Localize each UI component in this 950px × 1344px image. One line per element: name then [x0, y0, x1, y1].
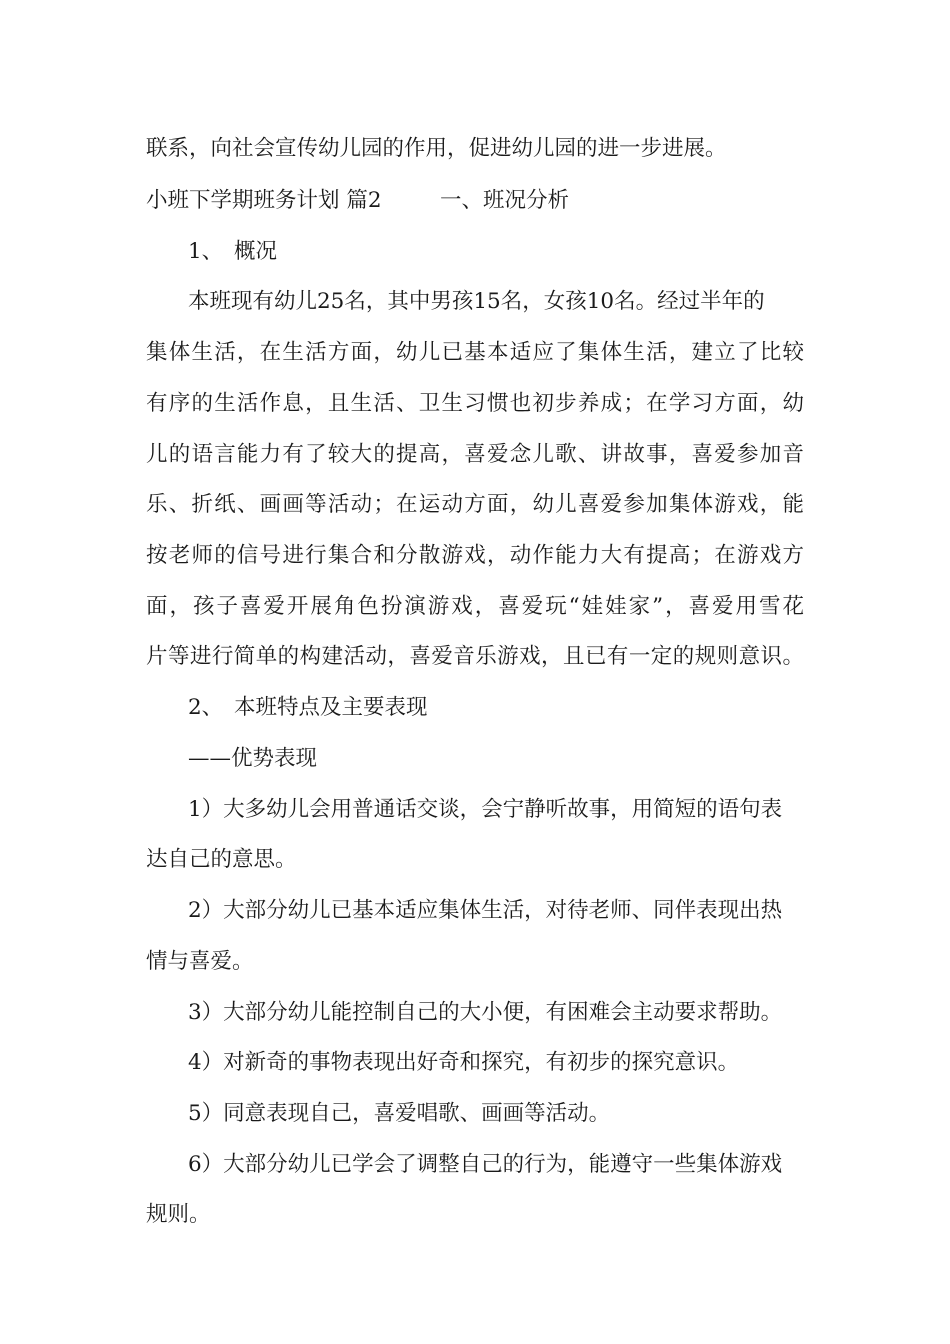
- heading-label: 概况: [234, 239, 278, 264]
- list-item: 6）大部分幼儿已学会了调整自己的行为，能遵守一些集体游戏: [188, 1152, 783, 1177]
- text-line: 集体生活，在生活方面，幼儿已基本适应了集体生活，建立了比较: [146, 340, 804, 365]
- list-item: 1）大多幼儿会用普通话交谈，会宁静听故事，用简短的语句表: [188, 797, 783, 822]
- list-item-continuation: 规则。: [146, 1202, 211, 1227]
- list-item: 3）大部分幼儿能控制自己的大小便，有困难会主动要求帮助。: [188, 1000, 783, 1025]
- section-heading: 一、班况分析: [440, 188, 570, 213]
- list-item: 4）对新奇的事物表现出好奇和探究，有初步的探究意识。: [188, 1050, 740, 1075]
- text-line: 联系，向社会宣传幼儿园的作用，促进幼儿园的进一步进展。: [146, 136, 727, 161]
- list-item: 2）大部分幼儿已基本适应集体生活，对待老师、同伴表现出热: [188, 898, 783, 923]
- list-item-continuation: 达自己的意思。: [146, 847, 297, 872]
- heading-number: 2、: [188, 695, 224, 720]
- list-item-continuation: 情与喜爱。: [146, 949, 254, 974]
- heading-label: 本班特点及主要表现: [234, 695, 428, 720]
- text-line: 本班现有幼儿25名，其中男孩15名，女孩10名。经过半年的: [188, 289, 765, 314]
- heading-number: 1、: [188, 239, 224, 264]
- text-line: 片等进行简单的构建活动，喜爱音乐游戏，且已有一定的规则意识。: [146, 644, 804, 669]
- text-line: 按老师的信号进行集合和分散游戏，动作能力大有提高；在游戏方: [146, 543, 804, 568]
- text-line: 面，孩子喜爱开展角色扮演游戏，喜爱玩“娃娃家”，喜爱用雪花: [146, 594, 804, 619]
- text-line: 儿的语言能力有了较大的提高，喜爱念儿歌、讲故事，喜爱参加音: [146, 442, 804, 467]
- text-line: 有序的生活作息，且生活、卫生习惯也初步养成；在学习方面，幼: [146, 391, 804, 416]
- subheading: ——优势表现: [188, 746, 318, 771]
- section-title: 小班下学期班务计划 篇2: [146, 188, 382, 213]
- text-line: 乐、折纸、画画等活动；在运动方面，幼儿喜爱参加集体游戏，能: [146, 492, 804, 517]
- list-item: 5）同意表现自己，喜爱唱歌、画画等活动。: [188, 1101, 611, 1126]
